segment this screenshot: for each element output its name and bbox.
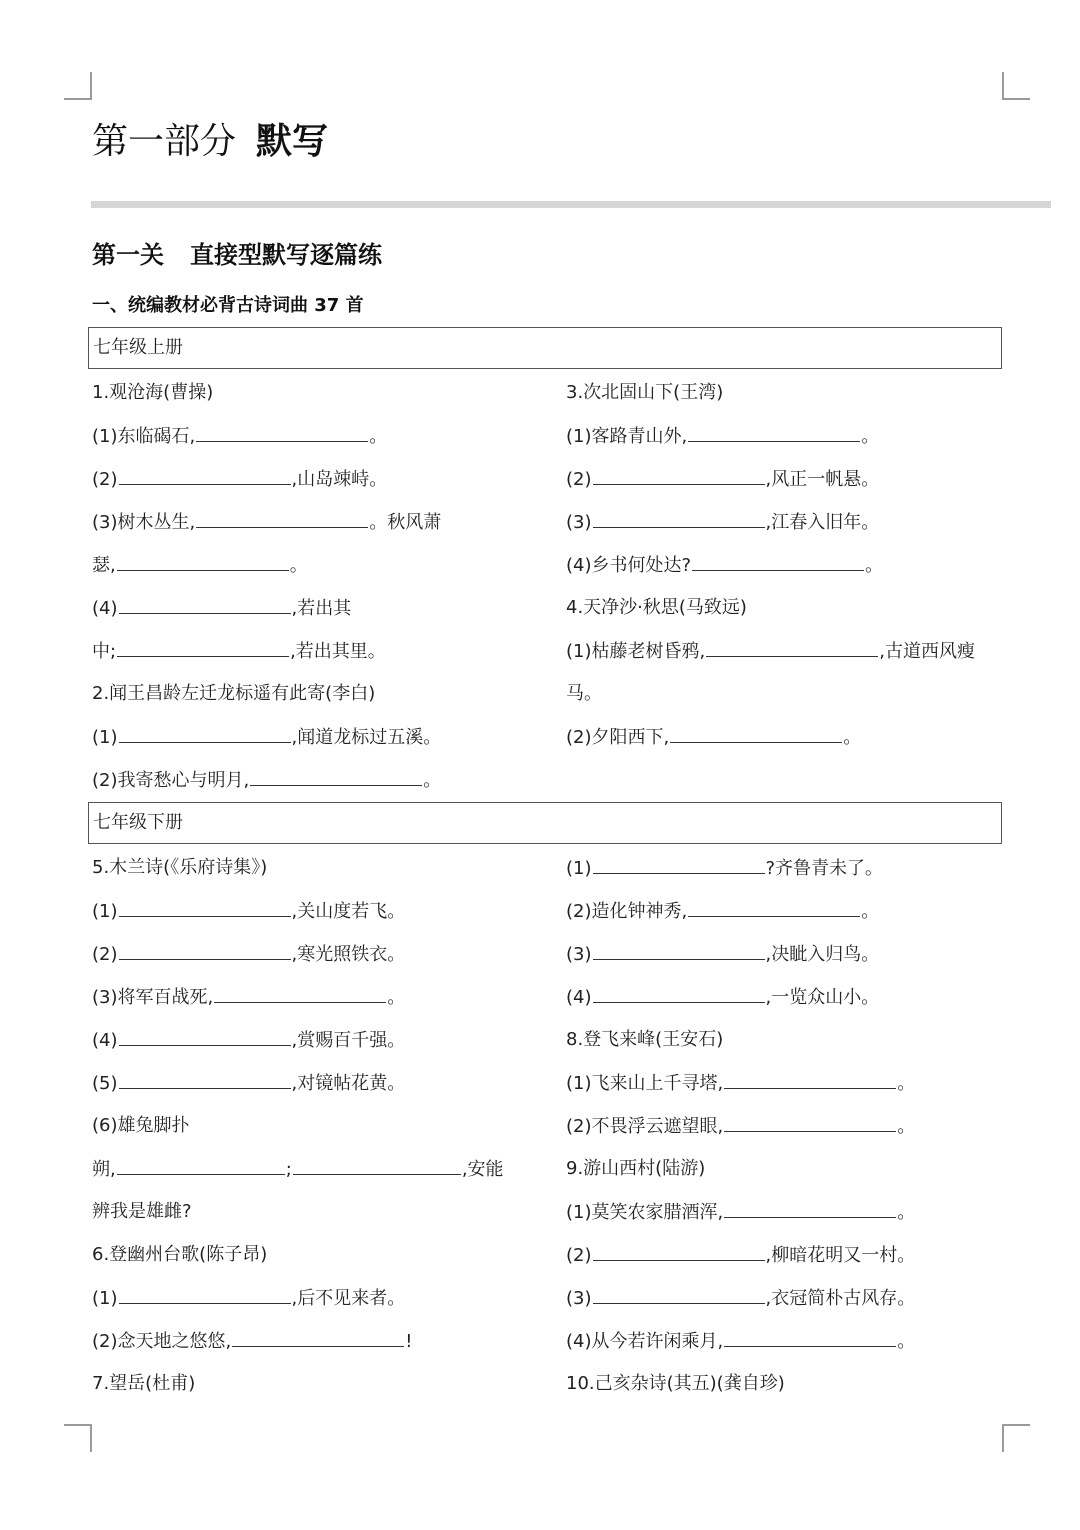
line-text: (1)东临碣石, <box>92 426 196 447</box>
answer-blank <box>117 638 289 657</box>
line-text: ,一览众山小。 <box>765 987 880 1008</box>
line-text: ,风正一帆悬。 <box>765 469 880 490</box>
line-text: (3)将军百战死, <box>92 987 214 1008</box>
line-text: ,关山度若飞。 <box>291 901 406 922</box>
crop-mark-bottom-left <box>64 1424 92 1452</box>
crop-mark-bottom-right <box>1002 1424 1030 1452</box>
answer-blank <box>119 1070 291 1089</box>
exercise-line <box>566 855 883 882</box>
line-text: (4) <box>92 1030 118 1051</box>
answer-blank <box>293 1156 461 1175</box>
line-text: 10.己亥杂诗(其五)(龚自珍) <box>566 1373 785 1394</box>
line-text: 8.登飞来峰(王安石) <box>566 1029 724 1050</box>
exercise-line <box>92 1113 190 1139</box>
exercise-line <box>92 1199 192 1225</box>
exercise-line <box>566 423 879 450</box>
line-text: ,山岛竦峙。 <box>291 469 388 490</box>
line-text: (4) <box>92 598 118 619</box>
exercise-line <box>92 898 405 925</box>
line-text: 马。 <box>566 683 602 704</box>
poem-title <box>92 855 267 881</box>
answer-blank <box>593 941 765 960</box>
exercise-line <box>566 724 861 751</box>
line-text: (4)乡书何处达? <box>566 555 692 576</box>
line-text: (6)雄兔脚扑 <box>92 1115 190 1136</box>
exercise-line <box>92 941 405 968</box>
line-text: 。 <box>387 987 406 1008</box>
line-text: (1) <box>92 1288 118 1309</box>
subsection-title: 一、统编教材必背古诗词曲 37 首 <box>92 295 364 316</box>
exercise-line <box>566 1199 915 1226</box>
poem-title <box>566 595 747 621</box>
line-text: (2) <box>92 944 118 965</box>
answer-blank <box>670 724 842 743</box>
line-text: ! <box>405 1331 413 1352</box>
line-text: (1)枯藤老树昏鸦, <box>566 641 706 662</box>
line-text: ?齐鲁青未了。 <box>765 858 884 879</box>
answer-blank <box>196 509 368 528</box>
line-text: ,江春入旧年。 <box>765 512 880 533</box>
exercise-line <box>566 898 879 925</box>
line-text: 。 <box>369 426 388 447</box>
line-text: 。 <box>897 1202 916 1223</box>
answer-blank <box>196 423 368 442</box>
poem-title <box>566 1156 705 1182</box>
line-text: (3)树木丛生, <box>92 512 196 533</box>
exercise-line <box>92 466 387 493</box>
line-text: (1) <box>92 901 118 922</box>
answer-blank <box>688 898 860 917</box>
line-text: 9.游山西村(陆游) <box>566 1158 706 1179</box>
poem-title <box>566 1027 723 1053</box>
line-text: 7.望岳(杜甫) <box>92 1373 196 1394</box>
exercise-line <box>92 423 387 450</box>
exercise-line <box>566 1328 915 1355</box>
exercise-line <box>92 1328 412 1355</box>
poem-title <box>566 1371 785 1397</box>
line-text: (3) <box>566 944 592 965</box>
line-text: 。 <box>289 555 308 576</box>
exercise-line <box>566 681 602 707</box>
answer-blank <box>593 466 765 485</box>
line-text: 。秋风萧 <box>369 512 442 533</box>
answer-blank <box>593 984 765 1003</box>
line-text: ,闻道龙标过五溪。 <box>291 727 442 748</box>
section-title <box>92 238 382 272</box>
line-text: (1)飞来山上千寻塔, <box>566 1073 724 1094</box>
answer-blank <box>117 552 289 571</box>
line-text: (2)不畏浮云遮望眼, <box>566 1116 724 1137</box>
section-title-text: 直接型默写逐篇练 <box>190 241 382 269</box>
line-text: ,古道西风瘦 <box>879 641 975 662</box>
grade-label: 七年级下册 <box>93 812 183 833</box>
exercise-line <box>92 552 308 579</box>
exercise-line <box>566 552 883 579</box>
answer-blank <box>593 1242 765 1261</box>
line-text: 2.闻王昌龄左迁龙标遥有此寄(李白) <box>92 683 376 704</box>
line-text: ,赏赐百千强。 <box>291 1030 406 1051</box>
answer-blank <box>119 595 291 614</box>
grade-label: 七年级上册 <box>93 337 183 358</box>
exercise-line <box>92 1156 504 1183</box>
poem-title <box>566 380 723 406</box>
exercise-line <box>92 638 386 665</box>
answer-blank <box>593 1285 765 1304</box>
answer-blank <box>692 552 864 571</box>
line-text: 1.观沧海(曹操) <box>92 382 214 403</box>
line-text: ; <box>285 1159 292 1180</box>
line-text: ,对镜帖花黄。 <box>291 1073 406 1094</box>
line-text: 。 <box>897 1116 916 1137</box>
answer-blank <box>232 1328 404 1347</box>
line-text: (2) <box>566 469 592 490</box>
answer-blank <box>119 1285 291 1304</box>
answer-blank <box>724 1070 896 1089</box>
answer-blank <box>593 855 765 874</box>
line-text: (4) <box>566 987 592 1008</box>
line-text: (1)客路青山外, <box>566 426 688 447</box>
line-text: (1) <box>566 858 592 879</box>
answer-blank <box>119 1027 291 1046</box>
line-text: 5.木兰诗(《乐府诗集》) <box>92 857 268 878</box>
exercise-line <box>566 638 975 665</box>
line-text: 3.次北固山下(王湾) <box>566 382 724 403</box>
poem-title <box>92 681 375 707</box>
line-text: 4.天净沙·秋思(马致远) <box>566 597 747 618</box>
exercise-line <box>566 466 879 493</box>
line-text: 朔, <box>92 1159 116 1180</box>
exercise-line <box>92 1027 405 1054</box>
answer-blank <box>119 466 291 485</box>
line-text: 。 <box>897 1331 916 1352</box>
line-text: (3) <box>566 512 592 533</box>
answer-blank <box>724 1113 896 1132</box>
answer-blank <box>724 1328 896 1347</box>
line-text: 辨我是雄雌? <box>92 1201 192 1222</box>
section-title-prefix: 第一关 <box>92 241 164 269</box>
exercise-line <box>566 509 879 536</box>
exercise-line <box>92 1285 405 1312</box>
line-text: (4)从今若许闲乘月, <box>566 1331 724 1352</box>
line-text: ,若出其里。 <box>290 641 386 662</box>
line-text: ,衣冠简朴古风存。 <box>765 1288 916 1309</box>
line-text: ,决眦入归鸟。 <box>765 944 880 965</box>
answer-blank <box>119 724 291 743</box>
poem-title <box>92 380 213 406</box>
line-text: 。 <box>861 901 880 922</box>
answer-blank <box>119 898 291 917</box>
exercise-line <box>566 1070 915 1097</box>
answer-blank <box>117 1156 285 1175</box>
exercise-line <box>92 595 351 622</box>
answer-blank <box>214 984 386 1003</box>
line-text: 。 <box>897 1073 916 1094</box>
line-text: ,安能 <box>461 1159 504 1180</box>
poem-title <box>92 1242 267 1268</box>
crop-mark-top-left <box>64 72 92 100</box>
title-divider <box>91 201 1051 208</box>
line-text: (2) <box>92 469 118 490</box>
line-text: ,寒光照铁衣。 <box>291 944 406 965</box>
line-text: 。 <box>843 727 862 748</box>
grade-box-grade7-second <box>88 802 1002 844</box>
exercise-line <box>566 1285 915 1312</box>
exercise-line <box>566 984 879 1011</box>
answer-blank <box>250 767 422 786</box>
line-text: 中; <box>92 641 117 662</box>
line-text: 。 <box>423 770 442 791</box>
exercise-line <box>92 984 405 1011</box>
line-text: ,后不见来者。 <box>291 1288 406 1309</box>
line-text: (1)莫笑农家腊酒浑, <box>566 1202 724 1223</box>
exercise-line <box>92 767 441 794</box>
line-text: (2) <box>566 1245 592 1266</box>
exercise-line <box>566 1113 915 1140</box>
line-text: 。 <box>861 426 880 447</box>
line-text: 瑟, <box>92 555 116 576</box>
line-text: 6.登幽州台歌(陈子昂) <box>92 1244 268 1265</box>
line-text: (2)造化钟神秀, <box>566 901 688 922</box>
answer-blank <box>593 509 765 528</box>
line-text: (2)我寄愁心与明月, <box>92 770 250 791</box>
crop-mark-top-right <box>1002 72 1030 100</box>
answer-blank <box>688 423 860 442</box>
answer-blank <box>724 1199 896 1218</box>
line-text: (2)夕阳西下, <box>566 727 670 748</box>
exercise-line <box>566 1242 915 1269</box>
exercise-line <box>92 1070 405 1097</box>
line-text: ,若出其 <box>291 598 352 619</box>
part-title-bold: 默写 <box>256 121 329 162</box>
poem-title <box>92 1371 195 1397</box>
line-text: (2)念天地之悠悠, <box>92 1331 232 1352</box>
exercise-line <box>92 509 441 536</box>
part-title-prefix: 第一部分 <box>92 121 237 162</box>
line-text: (5) <box>92 1073 118 1094</box>
line-text: (1) <box>92 727 118 748</box>
exercise-line <box>92 724 441 751</box>
line-text: (3) <box>566 1288 592 1309</box>
line-text: ,柳暗花明又一村。 <box>765 1245 916 1266</box>
line-text: 。 <box>865 555 884 576</box>
answer-blank <box>119 941 291 960</box>
part-title <box>92 118 328 166</box>
grade-box-grade7-first <box>88 327 1002 369</box>
exercise-line <box>566 941 879 968</box>
answer-blank <box>706 638 878 657</box>
